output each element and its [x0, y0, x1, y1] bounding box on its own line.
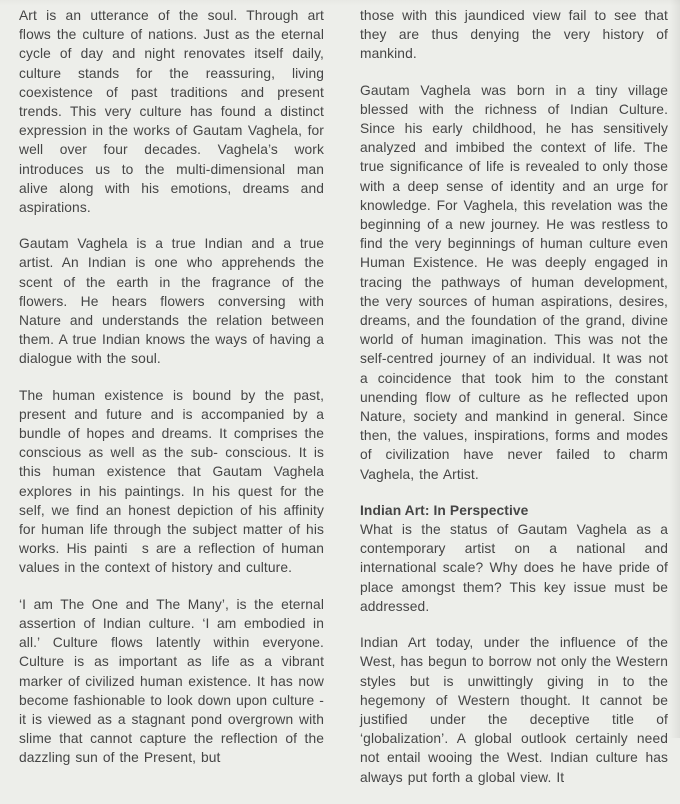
paragraph: ‘I am The One and The Many’, is the eternal assertion of Indian culture. ‘I am embodied in all.’ Culture flows latently within everyone. Culture is as important as life as a vibrant marker of civilized human existence. It has now become fashionable to look down upon culture - it is viewed as a stagnant pond overgrown with slime that cannot capture the reflection of the dazzling sun of the Present, but: [19, 596, 324, 766]
section-heading: Indian Art: In Perspective: [360, 502, 529, 518]
paragraph: What is the status of Gautam Vaghela as a contemporary artist on a national and international scale? Why does he have pride of place amongst them? This key issue must be addressed.: [360, 522, 668, 614]
article-columns: [19, 6, 668, 804]
paragraph: The human existence is bound by the past, present and future and is accompanied by a bundle of hopes and dreams. It comprises the conscious as well as the sub- conscious. It is this human existence that Gautam Vaghela explores in his paintings. In his quest for the self, we find an honest depiction of his affinity for human life through the subject matter of his works. His painti s are a reflection of human values in the context of history and culture.: [19, 387, 324, 576]
paragraph: those with this jaundiced view fail to see that they are thus denying the very history of mankind.: [360, 8, 668, 62]
left-column: [19, 6, 324, 804]
paragraph: Indian Art today, under the influence of the West, has begun to borrow not only the Western styles but is unwittingly giving in to the hegemony of Western thought. It cannot be justified under the deceptive title of ‘globalization’. A global outlook certainly need not entail wooing the West. Indian culture has always put forth a global view. It: [360, 635, 668, 785]
paragraph: Art is an utterance of the soul. Through art flows the culture of nations. Just as the eternal cycle of day and night renovates itself daily, culture stands for the reassuring, living coexistence of past traditions and present trends. This very culture has found a distinct expression in the works of Gautam Vaghela, for well over four decades. Vaghela’s work introduces us to the multi-dimensional man alive along with his emotions, dreams and aspirations.: [19, 8, 324, 216]
paragraph: Gautam Vaghela was born in a tiny village blessed with the richness of Indian Culture. Since his early childhood, he has sensitively analyzed and imbibed the context of life. The true significance of life is revealed to only those with a deep sense of identity and an urge for knowledge. For Vaghela, this revelation was the beginning of a new journey. He was restless to find the very beginnings of human culture even Human Existence. He was deeply engaged in tracing the pathways of human development, the very sources of human aspirations, desires, dreams, and the foundation of the grand, divine world of human imagination. This was not the self-centred journey of an individual. It was not a coincidence that took him to the constant unending flow of culture as he reflected upon Nature, society and mankind in general. Since then, the values, inspirations, forms and modes of civilization have never failed to charm Vaghela, the Artist.: [360, 82, 668, 482]
paragraph: Gautam Vaghela is a true Indian and a true artist. An Indian is one who apprehends the scent of the earth in the fragrance of the flowers. He hears flowers conversing with Nature and understands the relation between them. A true Indian knows the ways of having a dialogue with the soul.: [19, 236, 324, 367]
right-column: [360, 6, 668, 804]
